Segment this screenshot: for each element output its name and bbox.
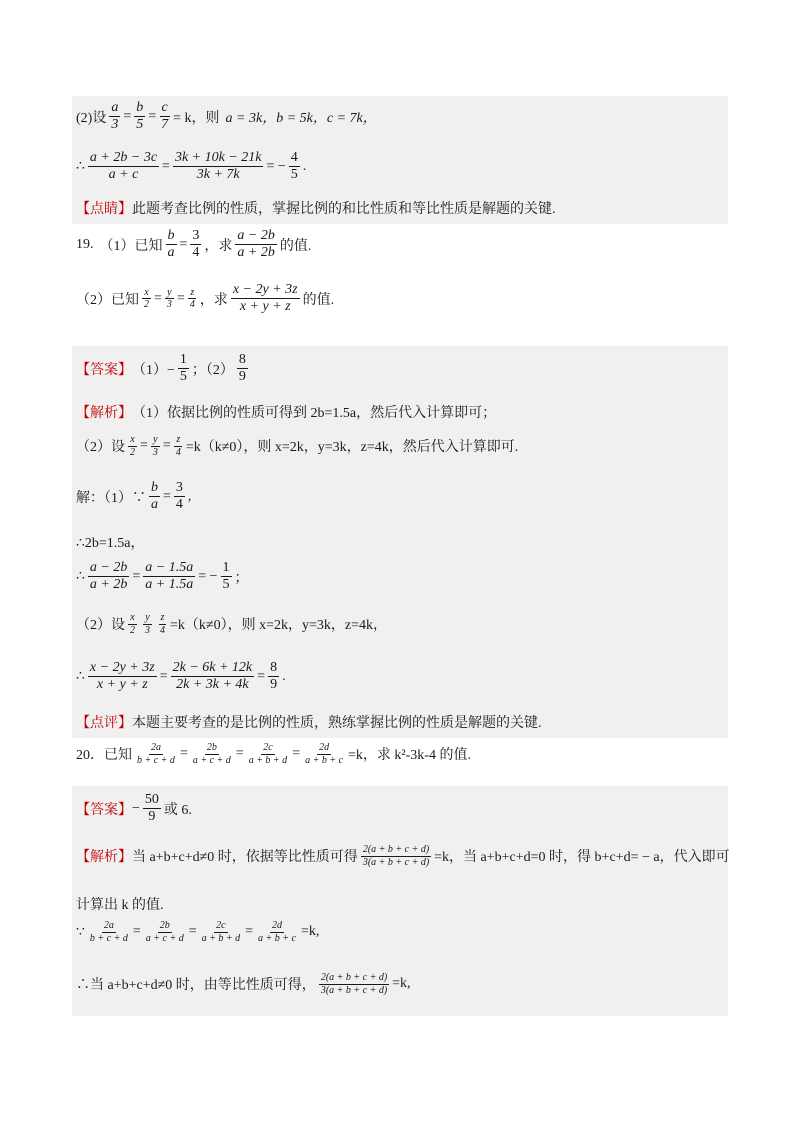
a20-line3: ∵ $\frac{2a}{b + c + d}$ = $\frac{2b}{a + c + d}$ = $\frac{2c}{a + b + d}$ = $\frac{2d}{a + b + c}$ =k, [76,920,320,944]
a20-analysis-1: 【解析】 当 a+b+c+d≠0 时，依据等比性质可得 $\frac{2(a + b + c + d)}{3(a + b + c + d)}$ =k，当 a+b+c+d=0 时，得 b+c+d= − a，代入即可 [76,844,730,868]
a20-analysis-2: 计算出 k 的值. [76,898,164,913]
s18-line1: (2)设 $\frac{a}{3}$ = $\frac{b}{5}$ = $\frac{c}{7}$ = k，则 a = 3k，b = 5k，c = 7k， [76,100,377,133]
a20-answer: 【答案】 − $\frac{50}{9}$ 或 6. [76,792,192,825]
a19-solution-3: ∴ $\frac{a - 2b}{a + 2b}$ = $\frac{a - 1.5a}{a + 1.5a}$ = − $\frac{1}{5}$ ； [76,560,249,593]
a19-analysis-1: 【解析】 （1）依据比例的性质可得到 2b=1.5a，然后代入计算即可； [76,406,497,421]
s18-line2: ∴ $\frac{a + 2b - 3c}{a + c}$ = $\frac{3k + 10k - 21k}{3k + 7k}$ = − $\frac{4}{5}$ . [76,150,307,183]
q20-question: 20．已知 $\frac{2a}{b + c + d}$ = $\frac{2b}{a + c + d}$ = $\frac{2c}{a + b + d}$ = $\frac{2d}{a + b + c}$ =k，求 k²-3k-4 的值. [76,742,471,766]
q19-part2: （2）已知 $\frac{x}{2}$ = $\frac{y}{3}$ = $\frac{z}{4}$ ，求 $\frac{x - 2y + 3z}{x + y + z}$ 的值. [76,282,335,315]
a19-solution-4: （2）设 $\frac{x}{2}$ $\frac{y}{3}$ $\frac{z}{4}$ =k（k≠0），则 x=2k，y=3k，z=4k， [76,612,387,636]
q19-part1: 19. （1）已知 $\frac{b}{a}$ = $\frac{3}{4}$ ，求 $\frac{a - 2b}{a + 2b}$ 的值. [76,228,312,261]
a19-analysis-2: （2）设 $\frac{x}{2}$ = $\frac{y}{3}$ = $\frac{z}{4}$ =k（k≠0），则 x=2k，y=3k，z=4k，然后代入计算即可. [76,434,519,458]
a19-solution-1: 解：（1）∵ $\frac{b}{a}$ = $\frac{3}{4}$ , [76,480,192,513]
a20-line4: ∴当 a+b+c+d≠0 时，由等比性质可得， $\frac{2(a + b + c + d)}{3(a + b + c + d)}$ =k, [76,972,411,996]
a19-solution-2: ∴2b=1.5a， [76,536,145,551]
a19-review: 【点评】 本题主要考查的是比例的性质，熟练掌握比例的性质是解题的关键. [76,716,542,731]
a19-answer: 【答案】 （1）− $\frac{1}{5}$ ；（2） $\frac{8}{9}$ [76,352,246,385]
s18-comment: 【点睛】 此题考查比例的性质，掌握比例的和比性质和等比性质是解题的关键. [76,202,556,217]
a19-solution-5: ∴ $\frac{x - 2y + 3z}{x + y + z}$ = $\frac{2k - 6k + 12k}{2k + 3k + 4k}$ = $\frac{8}{9}$ . [76,660,286,693]
